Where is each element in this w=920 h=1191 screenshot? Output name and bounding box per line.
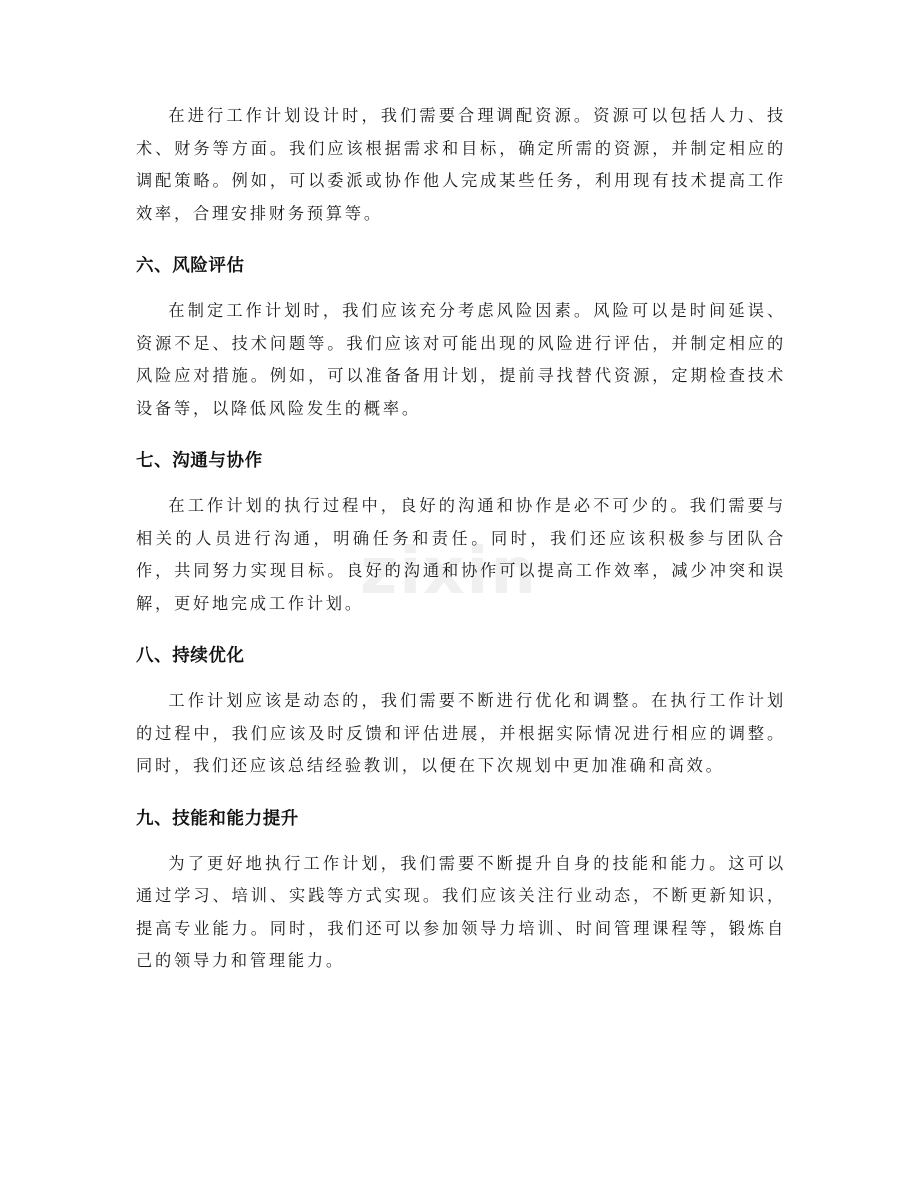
heading-communication: 七、沟通与协作 [136, 451, 263, 471]
heading-risk-assessment: 六、风险评估 [136, 256, 245, 276]
heading-skill-improvement: 九、技能和能力提升 [136, 808, 299, 829]
paragraph-continuous-optimization: 工作计划应该是动态的，我们需要不断进行优化和调整。在执行工作计划的过程中，我们应该及时反馈和评估进展，并根据实际情况进行相应的调整。同时，我们还应该总结经验教训，以便在下次规划中更加准确和高效。 [136, 691, 786, 775]
paragraph-risk-assessment: 在制定工作计划时，我们应该充分考虑风险因素。风险可以是时间延误、资源不足、技术问题等。我们应该对可能出现的风险进行评估，并制定相应的风险应对措施。例如，可以准备备用计划，提前寻找替代资源，定期检查技术设备等，以降低风险发生的概率。 [136, 301, 786, 418]
paragraph-resource-allocation: 在进行工作计划设计时，我们需要合理调配资源。资源可以包括人力、技术、财务等方面。我们应该根据需求和目标，确定所需的资源，并制定相应的调配策略。例如，可以委派或协作他人完成某些任务，利用现有技术提高工作效率，合理安排财务预算等。 [136, 106, 786, 223]
document-body [136, 100, 786, 978]
watermark: zixin [360, 535, 538, 609]
paragraph-skill-improvement: 为了更好地执行工作计划，我们需要不断提升自身的技能和能力。这可以通过学习、培训、实践等方式实现。我们应该关注行业动态，不断更新知识，提高专业能力。同时，我们还可以参加领导力培训、时间管理课程等，锻炼自己的领导力和管理能力。 [136, 853, 786, 970]
paragraph-communication: 在工作计划的执行过程中，良好的沟通和协作是必不可少的。我们需要与相关的人员进行沟通，明确任务和责任。同时，我们还应该积极参与团队合作，共同努力实现目标。良好的沟通和协作可以提高工作效率，减少冲突和误解，更好地完成工作计划。 [136, 496, 786, 613]
heading-continuous-optimization: 八、持续优化 [136, 646, 245, 666]
